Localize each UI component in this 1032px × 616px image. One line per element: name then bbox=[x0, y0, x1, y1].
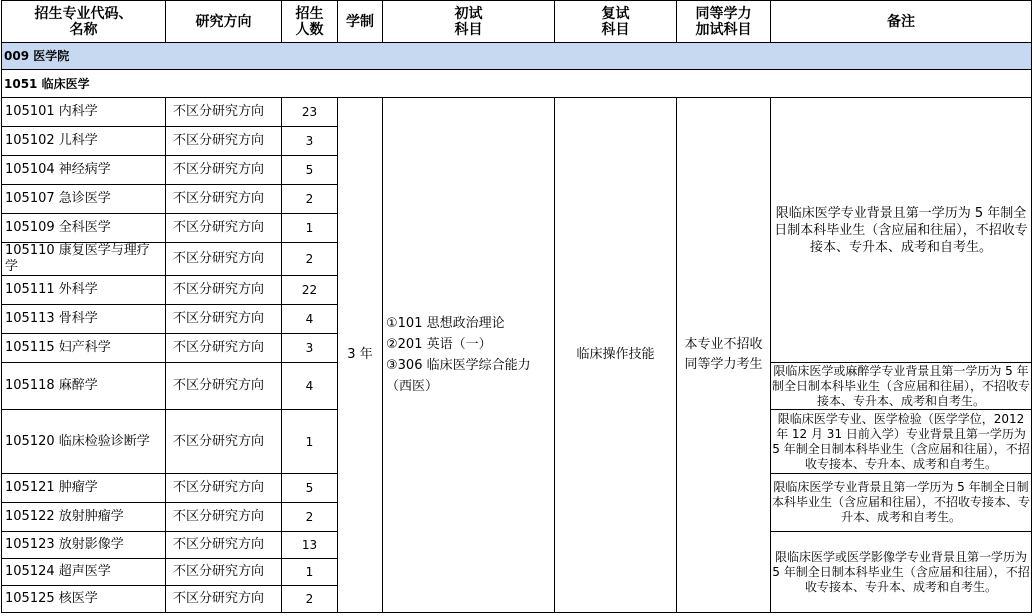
major-code: 105109 全科医学 bbox=[2, 214, 166, 243]
remark-5: 限临床医学或医学影像学专业背景且第一学历为 5 年制全日制本科毕业生（含应届和往届），不招收专接本、专升本、成考和自考生。 bbox=[771, 532, 1032, 613]
enroll-count: 3 bbox=[282, 127, 338, 156]
enroll-count: 1 bbox=[282, 559, 338, 586]
remark-3: 限临床医学专业、医学检验（医学学位，2012 年 12 月 31 日前入学）专业背景且第一学历为 5 年制全日制本科毕业生（含应届和往届），不招收专接本、专升本、成考和自考生。 bbox=[771, 410, 1032, 474]
research-direction: 不区分研究方向 bbox=[166, 559, 282, 586]
major-title: 1051 临床医学 bbox=[2, 70, 1032, 98]
enroll-count: 2 bbox=[282, 243, 338, 276]
major-code: 105115 妇产科学 bbox=[2, 334, 166, 363]
major-code: 105124 超声医学 bbox=[2, 559, 166, 586]
enroll-count: 13 bbox=[282, 532, 338, 559]
exam-subjects: ①101 思想政治理论 ②201 英语（一） ③306 临床医学综合能力 （西医） bbox=[383, 98, 555, 613]
major-code: 105107 急诊医学 bbox=[2, 185, 166, 214]
section-title: 009 医学院 bbox=[2, 43, 1032, 70]
major-code: 105102 儿科学 bbox=[2, 127, 166, 156]
research-direction: 不区分研究方向 bbox=[166, 334, 282, 363]
table-row bbox=[2, 98, 1032, 127]
header-reexam: 复试 科目 bbox=[555, 1, 677, 43]
major-code: 105122 放射肿瘤学 bbox=[2, 503, 166, 532]
equiv-exam: 本专业不招收 同等学力考生 bbox=[677, 98, 771, 613]
research-direction: 不区分研究方向 bbox=[166, 127, 282, 156]
research-direction: 不区分研究方向 bbox=[166, 363, 282, 410]
research-direction: 不区分研究方向 bbox=[166, 98, 282, 127]
major-code: 105101 内科学 bbox=[2, 98, 166, 127]
research-direction: 不区分研究方向 bbox=[166, 410, 282, 474]
admissions-table bbox=[1, 0, 1032, 613]
major-code: 105123 放射影像学 bbox=[2, 532, 166, 559]
research-direction: 不区分研究方向 bbox=[166, 156, 282, 185]
header-system: 学制 bbox=[338, 1, 383, 43]
remark-4: 限临床医学专业背景且第一学历为 5 年制全日制本科毕业生（含应届和往届），不招收专接本、专升本、成考和自考生。 bbox=[771, 474, 1032, 532]
research-direction: 不区分研究方向 bbox=[166, 474, 282, 503]
research-direction: 不区分研究方向 bbox=[166, 243, 282, 276]
enroll-count: 2 bbox=[282, 503, 338, 532]
header-exam: 初试 科目 bbox=[383, 1, 555, 43]
header-equiv: 同等学力 加试科目 bbox=[677, 1, 771, 43]
major-code: 105120 临床检验诊断学 bbox=[2, 410, 166, 474]
research-direction: 不区分研究方向 bbox=[166, 214, 282, 243]
header-enroll: 招生 人数 bbox=[282, 1, 338, 43]
remark-1: 限临床医学专业背景且第一学历为 5 年制全日制本科毕业生（含应届和往届），不招收专接本、专升本、成考和自考生。 bbox=[771, 98, 1032, 363]
major-code: 105125 核医学 bbox=[2, 586, 166, 613]
enroll-count: 22 bbox=[282, 276, 338, 305]
major-code: 105121 肿瘤学 bbox=[2, 474, 166, 503]
major-code: 105104 神经病学 bbox=[2, 156, 166, 185]
enroll-count: 2 bbox=[282, 586, 338, 613]
header-direction: 研究方向 bbox=[166, 1, 282, 43]
header-row bbox=[2, 1, 1032, 43]
major-code: 105113 骨科学 bbox=[2, 305, 166, 334]
study-years: 3 年 bbox=[338, 98, 383, 613]
enroll-count: 3 bbox=[282, 334, 338, 363]
remark-2: 限临床医学或麻醉学专业背景且第一学历为 5 年制全日制本科毕业生（含应届和往届），不招收专接本、专升本、成考和自考生。 bbox=[772, 363, 1031, 408]
reexam-subject: 临床操作技能 bbox=[555, 98, 677, 613]
enroll-count: 2 bbox=[282, 185, 338, 214]
research-direction: 不区分研究方向 bbox=[166, 185, 282, 214]
section-row bbox=[2, 43, 1032, 70]
major-code: 105118 麻醉学 bbox=[2, 363, 166, 410]
enroll-count: 1 bbox=[282, 410, 338, 474]
major-code: 105110 康复医学与理疗学 bbox=[2, 243, 166, 276]
major-row bbox=[2, 70, 1032, 98]
enroll-count: 5 bbox=[282, 474, 338, 503]
enroll-count: 1 bbox=[282, 214, 338, 243]
research-direction: 不区分研究方向 bbox=[166, 532, 282, 559]
enroll-count: 5 bbox=[282, 156, 338, 185]
major-code: 105111 外科学 bbox=[2, 276, 166, 305]
enroll-count: 23 bbox=[282, 98, 338, 127]
research-direction: 不区分研究方向 bbox=[166, 586, 282, 613]
research-direction: 不区分研究方向 bbox=[166, 503, 282, 532]
research-direction: 不区分研究方向 bbox=[166, 276, 282, 305]
enroll-count: 4 bbox=[282, 305, 338, 334]
research-direction: 不区分研究方向 bbox=[166, 305, 282, 334]
header-remark: 备注 bbox=[771, 1, 1032, 43]
header-code: 招生专业代码、 名称 bbox=[2, 1, 166, 43]
enroll-count: 4 bbox=[282, 363, 338, 410]
